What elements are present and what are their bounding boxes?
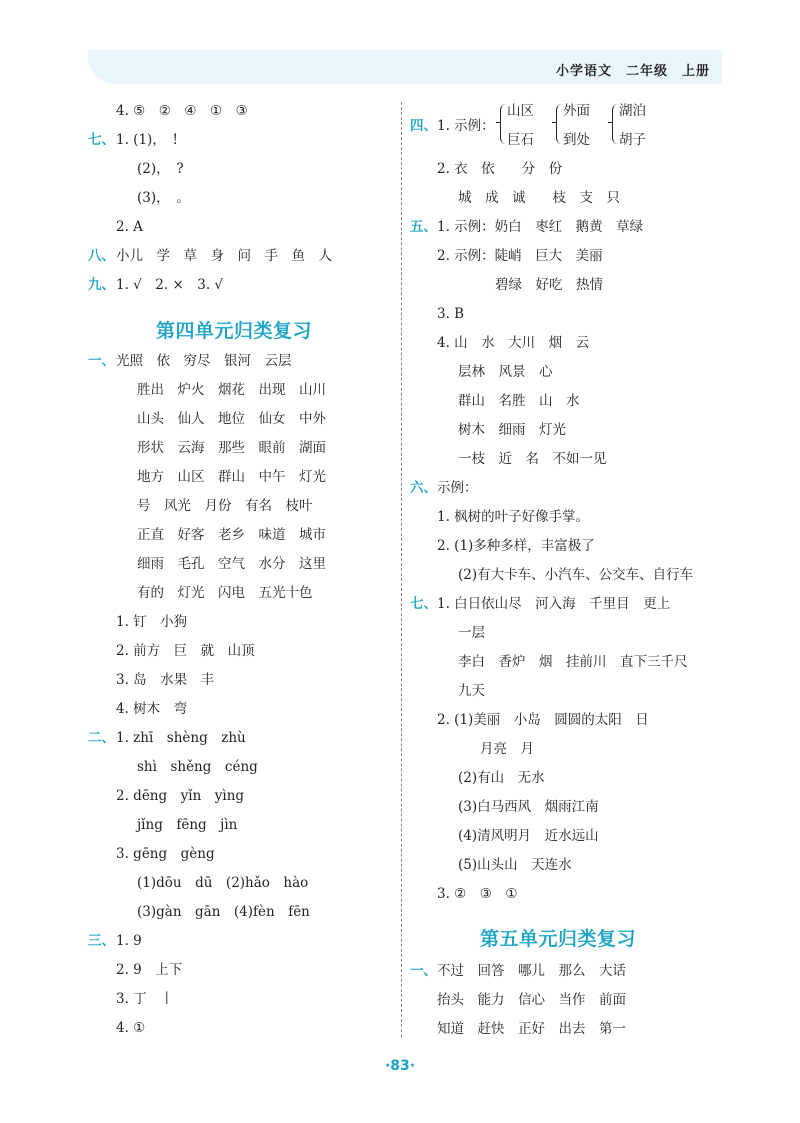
q4-prefix: 1. 示例：: [437, 118, 495, 134]
answer-line-text: 2. 衣 依 分 份: [437, 161, 563, 177]
answer-line-marker: 一、: [410, 963, 437, 979]
answer-line-text: 山头 仙人 地位 仙女 中外: [137, 411, 326, 427]
answer-line-text: 城 成 诚 枝 支 只: [458, 190, 620, 206]
answer-line-text: 树木 细雨 灯光: [458, 422, 566, 438]
answer-line-text: jǐng fēng jìn: [137, 817, 238, 833]
brace-mark: [556, 104, 563, 144]
answer-line-marker: 七、: [88, 132, 115, 148]
answer-line-text: (5)山头山 天连水: [458, 857, 572, 873]
answer-line-text: 2. dēng yǐn yìng: [116, 788, 245, 804]
answer-line-text: 2. (1)多种多样，丰富极了: [437, 538, 595, 554]
answer-line-text: 小儿 学 草 身 问 手 鱼 人: [116, 248, 332, 264]
brace-word: 外面: [563, 103, 590, 119]
answer-line-marker: 七、: [410, 596, 437, 612]
answer-line-text: (3)白马西风 烟雨江南: [458, 799, 599, 815]
answer-line-text: 3. 岛 水果 丰: [116, 672, 215, 688]
answer-line-text: 不过 回答 哪儿 那么 大话: [437, 963, 626, 979]
answer-line-marker: 二、: [88, 730, 115, 746]
brace-word: 巨石: [507, 132, 534, 148]
answer-line-text: 1. 白日依山尽 河入海 千里目 更上: [437, 596, 671, 612]
answer-line-text: 示例：: [437, 480, 478, 496]
answer-line-text: 1. (1)， !: [116, 132, 178, 148]
answer-line-text: 形状 云海 那些 眼前 湖面: [137, 440, 326, 456]
answer-line-text: 一枝 近 名 不如一见: [458, 451, 607, 467]
answer-line-text: 有的 灯光 闪电 五光十色: [137, 585, 313, 601]
brace-word: 山区: [507, 103, 534, 119]
answer-line-text: 号 风光 月份 有名 枝叶: [137, 498, 313, 514]
answer-line-text: 光照 依 穷尽 银河 云层: [116, 353, 292, 369]
answer-line-text: 2. A: [116, 219, 143, 235]
answer-line-text: 4. ①: [116, 1020, 146, 1036]
brace-word: 到处: [563, 132, 590, 148]
answer-line-text: 2. (1)美丽 小岛 圆圆的太阳 日: [437, 712, 649, 728]
answer-line-marker: 九、: [88, 277, 115, 293]
answer-line-text: 4. ⑤ ② ④ ① ③: [116, 103, 248, 119]
answer-line-text: 层林 风景 心: [458, 364, 553, 380]
answer-line-text: 九天: [458, 683, 485, 699]
section-title-unit-4: 第四单元归类复习: [156, 320, 313, 342]
answer-line-text: 4. 树木 弯: [116, 701, 188, 717]
answer-line-text: 群山 名胜 山 水: [458, 393, 580, 409]
header-title: 小学语文 二年级 上册: [555, 64, 710, 79]
answer-line-text: 1. √ 2. × 3. √: [116, 277, 224, 293]
answer-line-text: 3. 丁 丨: [116, 991, 174, 1007]
answer-line-text: shì shěng céng: [137, 759, 258, 775]
answer-line-text: (4)清风明月 近水远山: [458, 828, 599, 844]
answer-line-text: (3)gàn gān (4)fèn fēn: [137, 904, 310, 920]
brace-mark: [500, 104, 507, 144]
answer-line-marker: 一、: [88, 353, 115, 369]
answer-line-text: 正直 好客 老乡 味道 城市: [137, 527, 326, 543]
answer-line-text: 1. 枫树的叶子好像手掌。: [437, 509, 590, 525]
answer-line-marker: 八、: [88, 248, 115, 264]
answer-line-text: 1. 示例：奶白 枣红 鹅黄 草绿: [437, 219, 644, 235]
answer-line-marker: 三、: [88, 933, 115, 949]
answer-line-text: 2. 示例：陡峭 巨大 美丽: [437, 248, 603, 264]
answer-line-text: (2)， ?: [137, 161, 184, 177]
answer-line-text: 李白 香炉 烟 挂前川 直下三千尺: [458, 654, 688, 670]
answer-line-text: (1)dōu dū (2)hǎo hào: [137, 875, 309, 891]
section-title-unit-5: 第五单元归类复习: [480, 928, 637, 950]
answer-line-text: 1. zhī shèng zhù: [116, 730, 246, 746]
answer-line-text: 2. 9 上下: [116, 962, 183, 978]
answer-line-text: 胜出 炉火 烟花 出现 山川: [137, 382, 326, 398]
column-divider: [401, 102, 402, 1037]
page-number: ·83·: [384, 1058, 416, 1074]
answer-line-text: (2)有大卡车、小汽车、公交车、自行车: [458, 567, 694, 583]
answer-line-text: 3. B: [437, 306, 465, 322]
brace-word: 湖泊: [619, 103, 646, 119]
answer-line-text: 碧绿 好吃 热情: [495, 277, 603, 293]
brace-word: 胡子: [619, 132, 646, 148]
answer-line-text: 1. 9: [116, 933, 142, 949]
answer-line-text: 细雨 毛孔 空气 水分 这里: [137, 556, 326, 572]
answer-line-text: 一层: [458, 625, 485, 641]
answer-line-text: 地方 山区 群山 中午 灯光: [137, 469, 326, 485]
answer-line-text: (3)， 。: [137, 190, 190, 206]
q4-marker: 四、: [410, 118, 437, 134]
answer-line-text: 3. ② ③ ①: [437, 886, 518, 902]
answer-line-marker: 六、: [410, 480, 437, 496]
answer-line-text: 月亮 月: [480, 741, 534, 757]
answer-line-text: 2. 前方 巨 就 山顶: [116, 643, 255, 659]
answer-line-text: 1. 钉 小狗: [116, 614, 188, 630]
answer-line-text: 知道 赶快 正好 出去 第一: [437, 1021, 626, 1037]
answer-line-text: 抬头 能力 信心 当作 前面: [437, 992, 626, 1008]
answer-line-text: 3. gēng gèng: [116, 846, 215, 862]
brace-mark: [612, 104, 619, 144]
answer-line-text: 4. 山 水 大川 烟 云: [437, 335, 590, 351]
answer-line-text: (2)有山 无水: [458, 770, 545, 786]
answer-line-marker: 五、: [410, 219, 437, 235]
